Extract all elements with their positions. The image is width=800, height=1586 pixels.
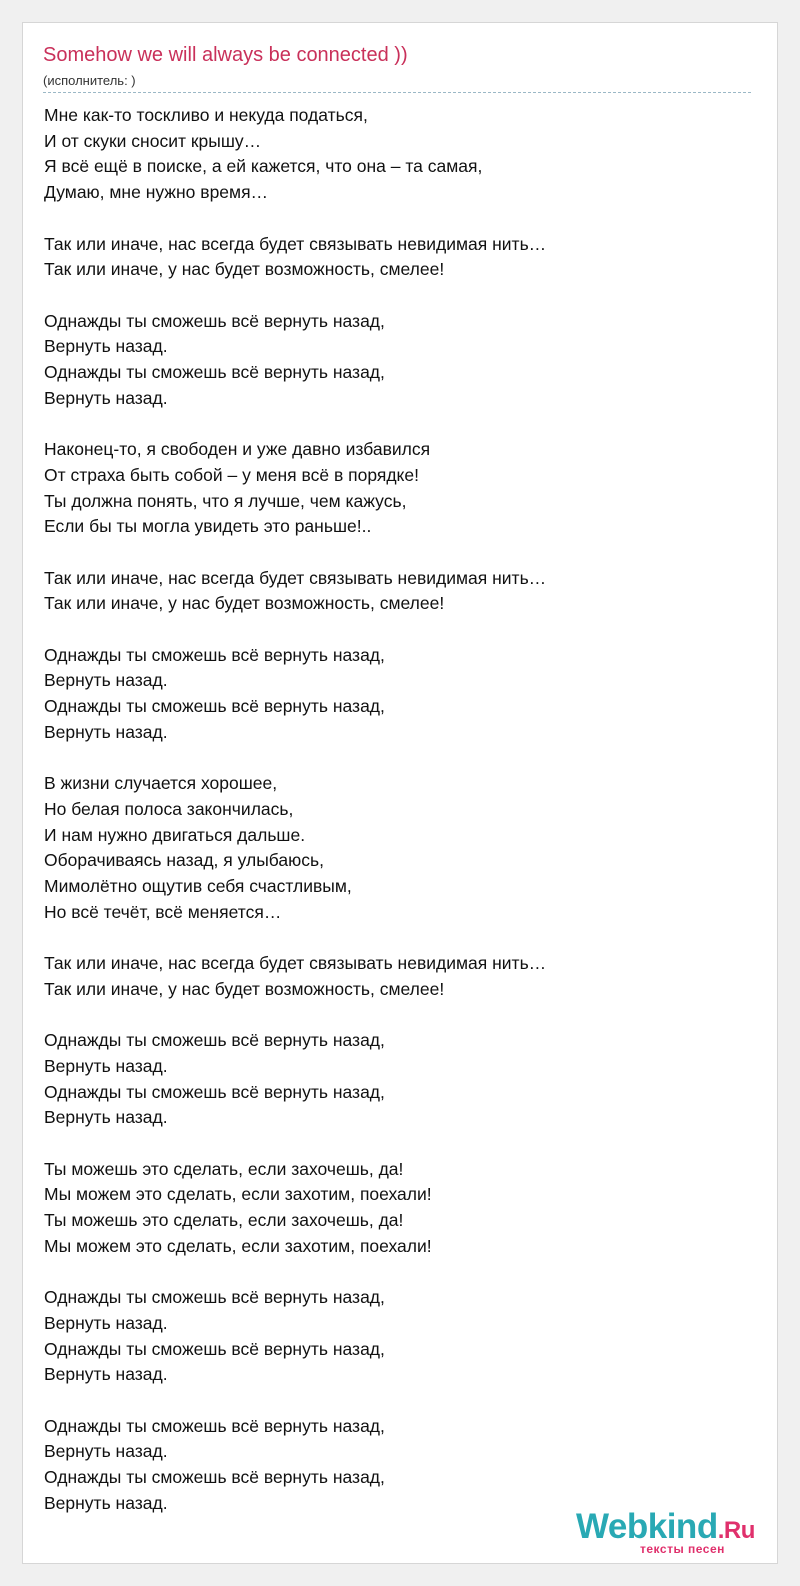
lyric-line: От страха быть собой – у меня всё в порядке!	[44, 464, 419, 485]
lyric-line: Ты можешь это сделать, если захочешь, да!	[44, 1210, 404, 1231]
lyric-line: Однажды ты сможешь всё вернуть назад,	[44, 1030, 385, 1051]
lyric-line: Так или иначе, нас всегда будет связывать невидимая нить…	[44, 953, 547, 974]
lyric-line: Так или иначе, у нас будет возможность, смелее!	[44, 978, 445, 999]
lyric-line: Вернуть назад.	[44, 670, 168, 691]
stanza-gap	[44, 746, 546, 772]
stanza-gap	[44, 1260, 546, 1286]
lyric-line: Вернуть назад.	[44, 721, 168, 742]
lyric-line: Так или иначе, у нас будет возможность, смелее!	[44, 593, 445, 614]
lyric-line: Вернуть назад.	[44, 1364, 168, 1385]
lyric-line: Думаю, мне нужно время…	[44, 182, 269, 203]
lyric-line: Наконец-то, я свободен и уже давно избавился	[44, 439, 431, 460]
stanza-gap	[44, 925, 546, 951]
lyric-line: Однажды ты сможешь всё вернуть назад,	[44, 310, 385, 331]
lyric-line: Однажды ты сможешь всё вернуть назад,	[44, 1415, 385, 1436]
lyric-line: Вернуть назад.	[44, 1312, 168, 1333]
lyric-line: Ты можешь это сделать, если захочешь, да!	[44, 1158, 404, 1179]
lyric-line: Я всё ещё в поиске, а ей кажется, что она – та самая,	[44, 156, 483, 177]
lyric-line: Мимолётно ощутив себя счастливым,	[44, 876, 352, 896]
lyric-line: Однажды ты сможешь всё вернуть назад,	[44, 362, 385, 382]
stanza-gap	[44, 540, 546, 566]
lyric-line: Так или иначе, нас всегда будет связывать невидимая нить…	[44, 233, 547, 254]
lyric-line: Вернуть назад.	[44, 336, 168, 357]
stanza-gap	[44, 283, 546, 309]
lyric-line: Однажды ты сможешь всё вернуть назад,	[44, 1467, 385, 1488]
lyric-line: В жизни случается хорошее,	[44, 773, 278, 794]
lyric-line: Но всё течёт, всё меняется…	[44, 901, 282, 922]
stanza-gap	[44, 1003, 546, 1029]
lyric-line: Вернуть назад.	[44, 387, 168, 408]
lyric-line: Мы можем это сделать, если захотим, поехали!	[44, 1184, 432, 1205]
stanza-gap	[44, 411, 546, 437]
stanza-gap	[44, 1388, 546, 1414]
lyric-line: Мне как-то тоскливо и некуда податься,	[44, 105, 368, 125]
artist-line: (исполнитель: )	[43, 73, 136, 88]
lyric-line: Мы можем это сделать, если захотим, поехали!	[44, 1235, 432, 1256]
lyric-line: Если бы ты могла увидеть это раньше!..	[44, 516, 372, 537]
lyric-line: Однажды ты сможешь всё вернуть назад,	[44, 696, 385, 717]
logo-word: Webkind	[576, 1507, 718, 1546]
lyric-line: Вернуть назад.	[44, 1107, 168, 1128]
song-title: Somehow we will always be connected ))	[43, 44, 408, 66]
lyric-line: Так или иначе, нас всегда будет связывать невидимая нить…	[44, 567, 547, 588]
lyric-line: Однажды ты сможешь всё вернуть назад,	[44, 1081, 385, 1102]
logo-tld: .Ru	[717, 1517, 755, 1544]
lyric-line: И нам нужно двигаться дальше.	[44, 824, 306, 845]
lyric-line: И от скуки сносит крышу…	[44, 130, 262, 151]
logo-tagline: тексты песен	[640, 1542, 725, 1556]
stanza-gap	[44, 617, 546, 643]
lyrics-card	[22, 22, 778, 1564]
lyric-line: Однажды ты сможешь всё вернуть назад,	[44, 1338, 385, 1359]
lyric-line: Так или иначе, у нас будет возможность, смелее!	[44, 259, 445, 280]
lyrics-body	[44, 103, 546, 1517]
lyric-line: Вернуть назад.	[44, 1492, 168, 1513]
lyric-line: Однажды ты сможешь всё вернуть назад,	[44, 644, 385, 665]
lyric-line: Ты должна понять, что я лучше, чем кажусь,	[44, 490, 407, 511]
stanza-gap	[44, 206, 546, 232]
lyric-line: Вернуть назад.	[44, 1441, 168, 1462]
lyric-line: Оборачиваясь назад, я улыбаюсь,	[44, 850, 324, 871]
lyric-line: Вернуть назад.	[44, 1055, 168, 1076]
site-logo[interactable]	[576, 1507, 766, 1563]
lyric-line: Но белая полоса закончилась,	[44, 798, 294, 819]
lyric-line: Однажды ты сможешь всё вернуть назад,	[44, 1287, 385, 1308]
divider	[43, 92, 751, 93]
stanza-gap	[44, 1131, 546, 1157]
